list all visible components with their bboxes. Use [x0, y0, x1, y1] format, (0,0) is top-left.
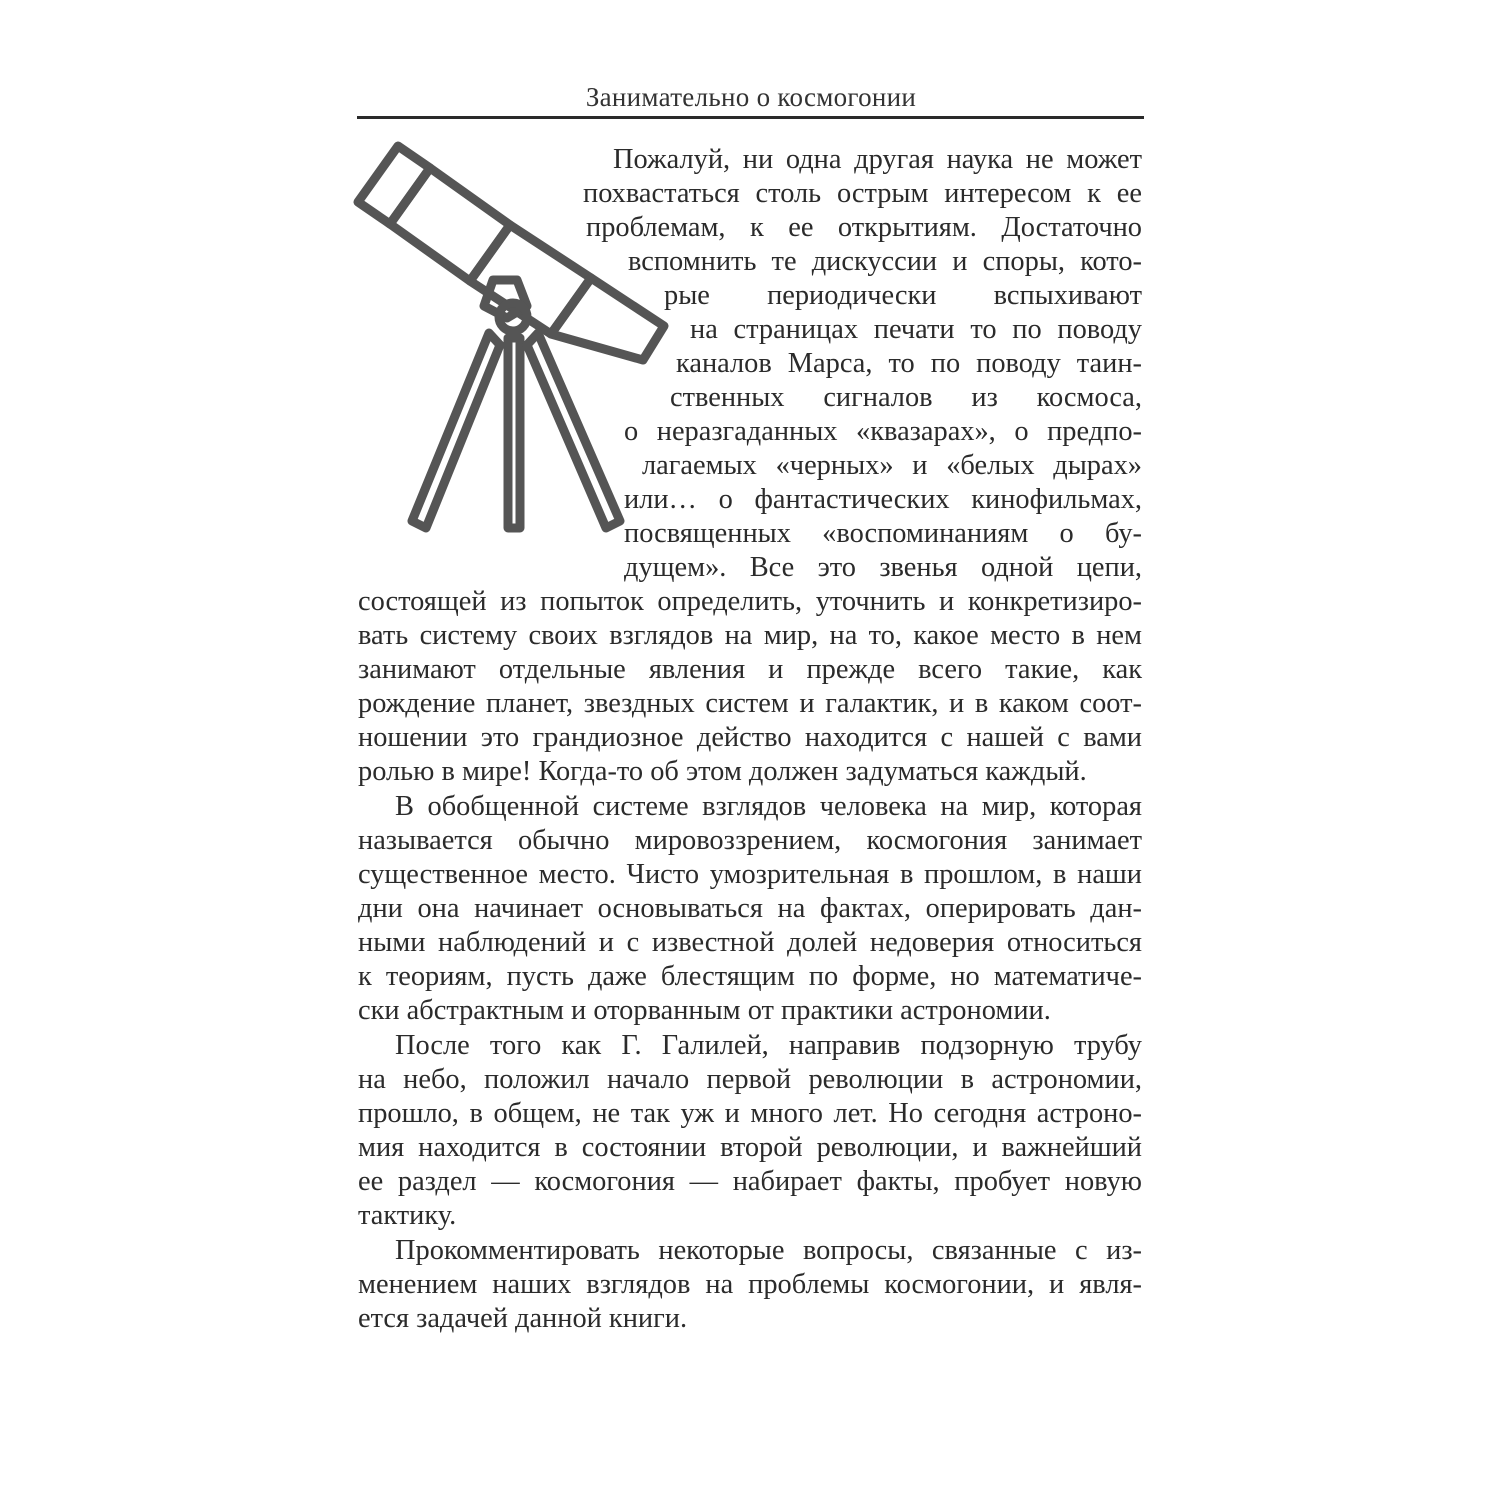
text-line: ношении это грандиозное действо находится с нашей с вами: [358, 722, 1142, 753]
text-line: рые периодически вспыхивают: [664, 280, 1142, 311]
text-line: рождение планет, звездных систем и галактик, и в каком соот-: [358, 688, 1142, 719]
text-line: лагаемых «черных» и «белых дырах»: [642, 450, 1142, 481]
running-head: Занимательно о космогонии: [585, 82, 917, 112]
text-line: занимают отдельные явления и прежде всего такие, как: [358, 654, 1142, 685]
text-line: ролью в мире! Когда-то об этом должен задуматься каждый.: [358, 756, 1087, 787]
text-line: к теориям, пусть даже блестящим по форме, но математиче-: [358, 961, 1142, 992]
text-line: называется обычно мировоззрением, космогония занимает: [358, 825, 1142, 856]
text-line: ется задачей данной книги.: [358, 1303, 688, 1334]
text-line: вать систему своих взглядов на мир, на то, какое место в нем: [358, 620, 1142, 651]
text-line: ными наблюдений и с известной долей недоверия относиться: [358, 927, 1142, 958]
text-line: менением наших взглядов на проблемы космогонии, и явля-: [358, 1269, 1142, 1300]
text-line: Пожалуй, ни одна другая наука не может: [613, 144, 1142, 175]
text-line: на небо, положил начало первой революции в астрономии,: [358, 1064, 1142, 1095]
header-rule: [357, 116, 1144, 119]
text-line: дни она начинает основываться на фактах, оперировать дан-: [358, 893, 1142, 924]
text-line: проблемам, к ее открытиям. Достаточно: [586, 212, 1142, 243]
paragraph-first-line: После того как Г. Галилей, направив подзорную трубу: [395, 1030, 1142, 1061]
text-line: ски абстрактным и оторванным от практики астрономии.: [358, 995, 1051, 1026]
text-line: или… о фантастических кинофильмах,: [624, 484, 1142, 515]
text-line: ее раздел — космогония — набирает факты, пробует новую: [358, 1166, 1142, 1197]
text-line: на страницах печати то по поводу: [690, 314, 1142, 345]
text-line: существенное место. Чисто умозрительная в прошлом, в наши: [358, 859, 1142, 890]
text-line: тактику.: [358, 1200, 457, 1231]
paragraph-first-line: В обобщенной системе взглядов человека на мир, которая: [395, 791, 1142, 822]
text-line: каналов Марса, то по поводу таин-: [676, 348, 1142, 379]
text-line: о неразгаданных «квазарах», о предпо-: [624, 416, 1142, 447]
text-line: ственных сигналов из космоса,: [670, 382, 1142, 413]
text-line: посвященных «воспоминаниям о бу-: [624, 518, 1142, 549]
text-line: состоящей из попыток определить, уточнить и конкретизиро-: [358, 586, 1142, 617]
paragraph-first-line: Прокомментировать некоторые вопросы, связанные с из-: [395, 1235, 1142, 1266]
text-line: мия находится в состоянии второй революции, и важнейший: [358, 1132, 1142, 1163]
text-line: вспомнить те дискуссии и споры, кото-: [628, 246, 1142, 277]
text-line: похвастаться столь острым интересом к ее: [583, 178, 1142, 209]
text-line: дущем». Все это звенья одной цепи,: [624, 552, 1142, 583]
text-line: прошло, в общем, не так уж и много лет. Но сегодня астроно-: [358, 1098, 1142, 1129]
